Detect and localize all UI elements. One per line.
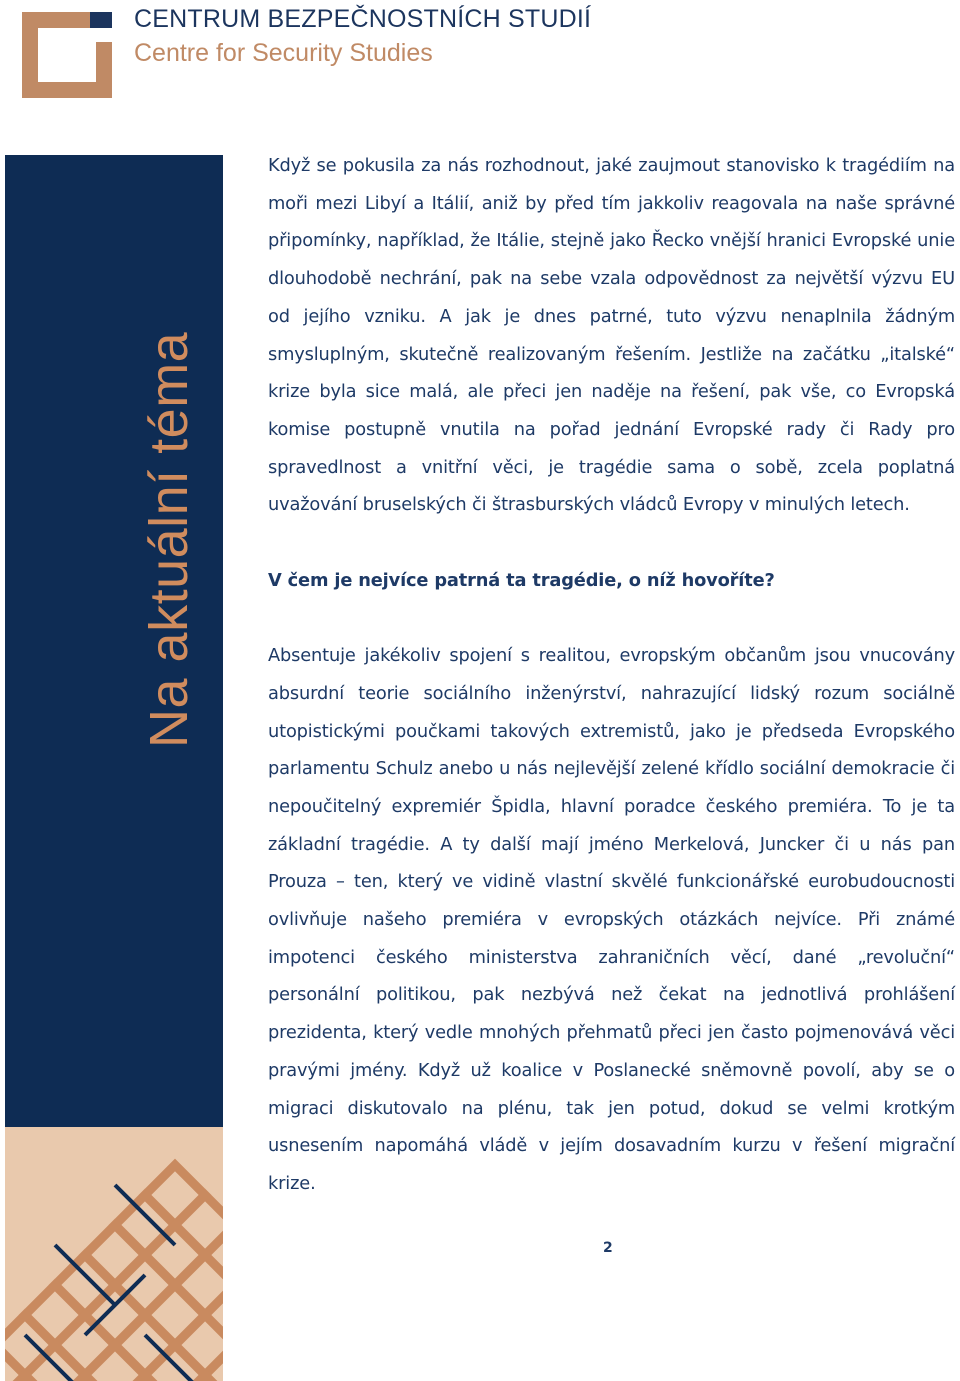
sidebar-title: Na aktuální téma [139, 331, 199, 748]
cbs-logo-icon [22, 12, 112, 98]
knot-pattern-icon [5, 1155, 223, 1381]
paragraph: Absentuje jakékoliv spojení s realitou, evropským občanům jsou vnucovány absurdní teorie sociálního inženýrství, nahrazující lidský rozum sociálně utopistickými poučkami takových extremistů, jako je předseda Evropského parlamentu Schulz anebo u nás nejlevější zelené křídlo sociální demokracie či nepoučitelný expremiér Špidla, hlavní poradce českého premiéra. To je ta základní tragédie. A ty další mají jméno Merkelová, Juncker či u nás pan Prouza – ten, který ve vidině vlastní skvělé funkcionářské eurobudoucnosti ovlivňuje našeho premiéra v evropských otázkách nejvíce. Při známé impotenci českého ministerstva zahraničních věcí, dané „revoluční“ personální politikou, pak nezbývá než čekat na jednotlivá prohlášení prezidenta, který vedle mnohých přehmatů přeci jen často pojmenovává věci pravými jmény. Když už koalice v Poslanecké sněmovně povolí, aby se o migraci diskutovalo na plénu, tak jen potud, dokud se velmi krotkým usnesením napomáhá vládě v jejím dosavadním kurzu v řešení migrační krize. [268, 645, 955, 1194]
organization-name-en: Centre for Security Studies [134, 39, 433, 67]
interview-question: V čem je nejvíce patrná ta tragédie, o níž hovoříte? [268, 569, 775, 591]
header-logo [0, 0, 960, 110]
organization-name-cz: CENTRUM BEZPEČNOSTNÍCH STUDIÍ [134, 5, 592, 33]
section-sidebar [5, 155, 223, 1381]
article-body [268, 147, 955, 1203]
page-number: 2 [603, 1240, 613, 1256]
paragraph: Když se pokusila za nás rozhodnout, jaké zaujmout stanovisko k tragédiím na moři mezi Libyí a Itálií, aniž by před tím jakkoliv reagovala na naše správné připomínky, například, že Itálie, stejně jako Řecko vnější hranici Evropské unie dlouhodobě nechrání, pak na sebe vzala odpovědnost za největší výzvu EU od jejího vzniku. A jak je dnes patrné, tuto výzvu nenaplnila žádným smysluplným, skutečně realizovaným řešením. Jestliže na začátku „italské“ krize byla sice malá, ale přeci jen naděje na řešení, pak vše, co Evropská komise postupně vnutila na pořad jednání Evropské rady či Rady pro spravedlnost a vnitřní věci, je tragédie sama o sobě, zcela poplatná uvažování bruselských či štrasburských vládců Evropy v minulých letech. [268, 155, 955, 516]
